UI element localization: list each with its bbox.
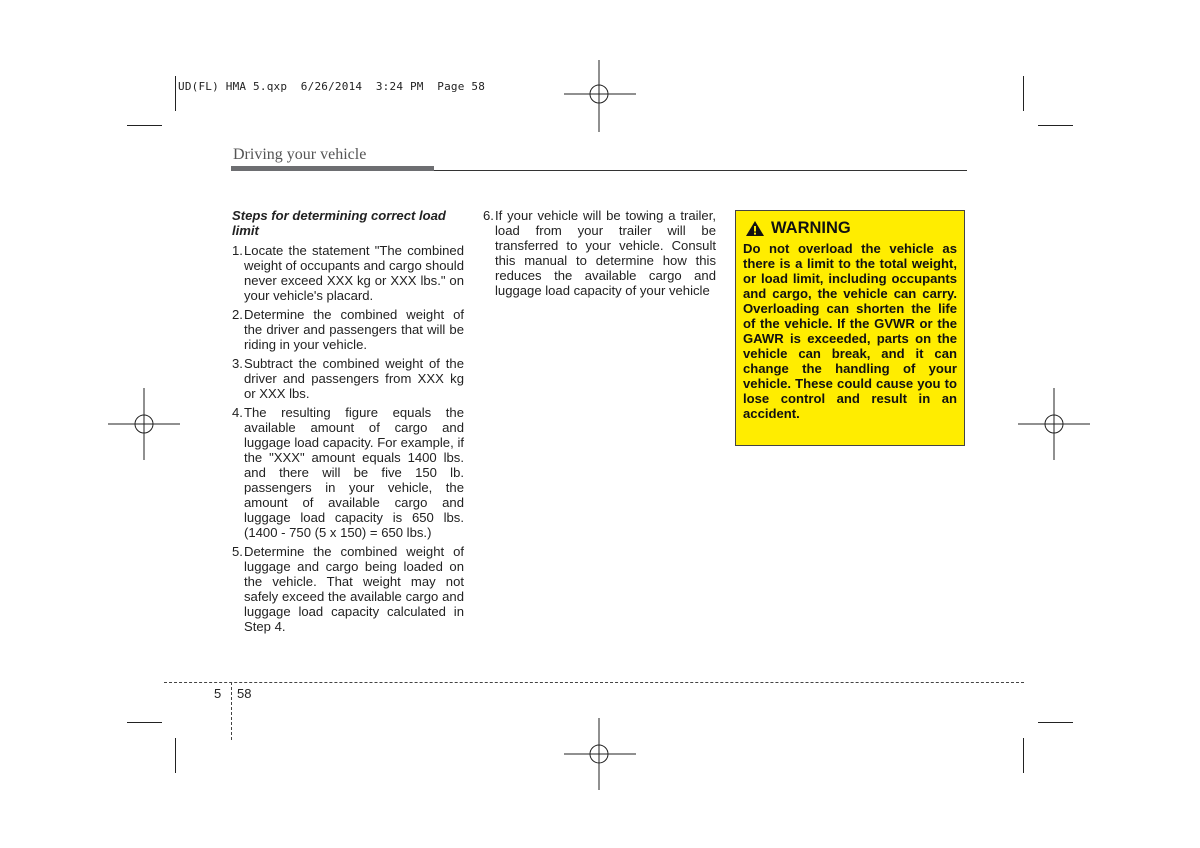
step-number: 4. [232,405,243,420]
step-number: 3. [232,356,243,371]
chapter-number: 5 [214,686,222,701]
list-item [232,356,464,401]
crop-mark [1023,76,1024,111]
print-slug: UD(FL) HMA 5.qxp 6/26/2014 3:24 PM Page 58 [178,80,486,93]
list-item [232,307,464,352]
crop-mark [175,76,176,111]
crop-mark [127,722,162,723]
registration-mark [1018,388,1090,460]
step-text: Locate the statement "The combined weight of occupants and cargo should never exceed XXX kg or XXX lbs." on your vehicle's placard. [244,243,464,303]
warning-header [745,219,957,238]
warning-box [735,210,965,446]
step-number: 6. [483,208,494,223]
crop-mark [175,738,176,773]
registration-mark [564,60,636,132]
list-item [232,405,464,540]
warning-text: Do not overload the vehicle as there is a limit to the total weight, or load limit, including occupants and cargo, the vehicle can carry. Overloading can shorten the life of the vehicle. If the GVWR or the GAWR is exceeded, parts on the vehicle can break, and it can change the handling of your vehicle. These could cause you to lose control and result in an accident. [743,241,957,421]
list-item [232,243,464,303]
step-text: Determine the combined weight of the driver and passengers that will be riding in your vehicle. [244,307,464,352]
step-number: 5. [232,544,243,559]
step-text: If your vehicle will be towing a trailer, load from your trailer will be transferred to your vehicle. Consult this manual to determine how this reduces the available cargo and luggage load capacity of your vehicle [495,208,716,298]
page-number: 58 [237,686,252,701]
middle-column [483,208,716,302]
left-column [232,208,464,638]
list-item [483,208,716,298]
crop-mark [127,125,162,126]
footer-divider [231,682,232,740]
step-number: 1. [232,243,243,258]
crop-mark [1038,722,1073,723]
subheading: Steps for determining correct load limit [232,208,446,238]
registration-mark [564,718,636,790]
crop-mark [1023,738,1024,773]
list-item [232,544,464,634]
step-number: 2. [232,307,243,322]
section-title: Driving your vehicle [233,146,367,163]
title-rule-thick [231,166,434,171]
step-text: Subtract the combined weight of the driver and passengers from XXX kg or XXX lbs. [244,356,464,401]
step-text: Determine the combined weight of luggage and cargo being loaded on the vehicle. That weight may not safely exceed the available cargo and luggage load capacity calculated in Step 4. [244,544,464,634]
warning-triangle-icon [745,220,765,237]
title-rule-thin [434,170,967,171]
warning-title: WARNING [771,219,851,237]
registration-mark [108,388,180,460]
step-text: The resulting figure equals the available amount of cargo and luggage load capacity. For example, if the "XXX" amount equals 1400 lbs. and there will be five 150 lb. passengers in your vehicle, the amount of available cargo and luggage load capacity is 650 lbs. (1400 - 750 (5 x 150) = 650 lbs.) [244,405,464,540]
footer-rule [164,682,1024,683]
crop-mark [1038,125,1073,126]
